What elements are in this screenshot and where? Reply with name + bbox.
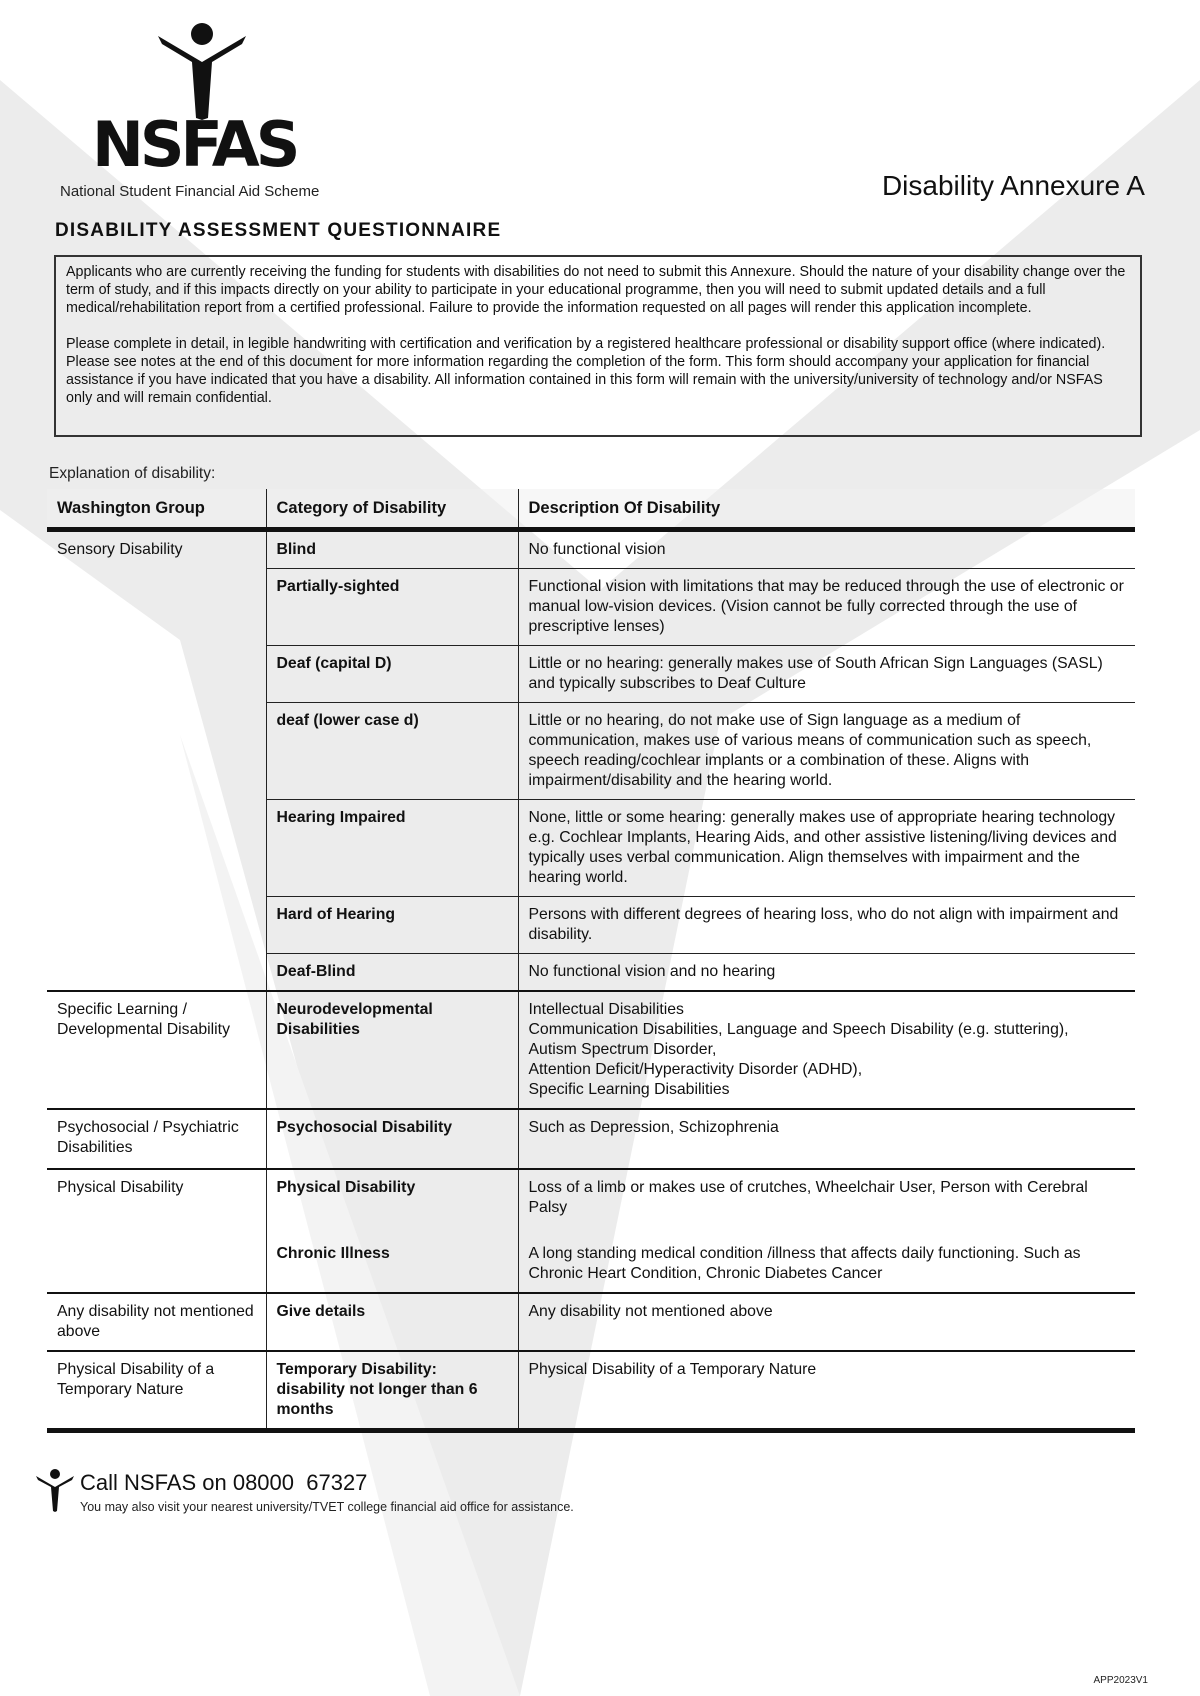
table-row bbox=[47, 1293, 1135, 1351]
group-cell: Specific Learning / Developmental Disability bbox=[47, 991, 266, 1109]
annex-title: Disability Annexure A bbox=[881, 170, 1145, 201]
category-cell: Neurodevelopmental Disabilities bbox=[266, 991, 518, 1109]
table-header-row bbox=[47, 489, 1135, 530]
category-cell: Psychosocial Disability bbox=[266, 1109, 518, 1169]
category-cell: Hearing Impaired bbox=[266, 800, 518, 897]
notice-paragraph-2: Please complete in detail, in legible handwriting with certification and verification by a registered healthcare professional or disability support office (where indicated). Please see notes at the end of this document for more information regarding the completion of the form. This form should accompany your application for financial assistance if you have indicated that you have a disability. All information contained in this form will remain with the university/university of technology and/or NSFAS only and will remain confidential. bbox=[66, 336, 1106, 406]
category-cell: Give details bbox=[266, 1293, 518, 1351]
description-line: Intellectual Disabilities bbox=[528, 1001, 684, 1018]
header-category: Category of Disability bbox=[266, 489, 518, 530]
group-cell: Physical Disability of a Temporary Nature bbox=[47, 1351, 266, 1431]
description-cell: Any disability not mentioned above bbox=[518, 1293, 1135, 1351]
table-row bbox=[47, 991, 1135, 1109]
description-line: Communication Disabilities, Language and Speech Disability (e.g. stuttering), bbox=[528, 1021, 1069, 1038]
form-code: APP2023V1 bbox=[1093, 1675, 1148, 1686]
category-cell: Physical Disability bbox=[266, 1169, 518, 1226]
questionnaire-title: DISABILITY ASSESSMENT QUESTIONNAIRE bbox=[55, 220, 502, 241]
call-line: Call NSFAS on 08000 67327 bbox=[80, 1470, 368, 1495]
description-cell: No functional vision bbox=[518, 530, 1135, 569]
description-cell: A long standing medical condition /illness that affects daily functioning. Such as Chronic Heart Condition, Chronic Diabetes Cancer bbox=[518, 1226, 1135, 1293]
description-cell bbox=[518, 991, 1135, 1109]
notice-box bbox=[54, 255, 1142, 437]
description-cell: No functional vision and no hearing bbox=[518, 954, 1135, 992]
header-description: Description Of Disability bbox=[518, 489, 1135, 530]
description-line: Autism Spectrum Disorder, bbox=[528, 1041, 717, 1058]
category-cell: Blind bbox=[266, 530, 518, 569]
explanation-label: Explanation of disability: bbox=[49, 465, 216, 482]
header-washington-group: Washington Group bbox=[47, 489, 266, 530]
group-cell: Physical Disability bbox=[47, 1169, 266, 1293]
description-cell: Physical Disability of a Temporary Nature bbox=[518, 1351, 1135, 1431]
group-cell: Sensory Disability bbox=[57, 541, 183, 558]
category-cell: Deaf-Blind bbox=[266, 954, 518, 992]
description-cell: Little or no hearing, do not make use of Sign language as a medium of communication, makes use of various means of communication such as speech, speech reading/cochlear implants or a combination of these. Aligns with impairment/disability and the hearing world. bbox=[518, 703, 1135, 800]
description-line: Specific Learning Disabilities bbox=[528, 1081, 730, 1098]
category-cell: Partially-sighted bbox=[266, 569, 518, 646]
table-row bbox=[47, 1109, 1135, 1169]
group-cell: Any disability not mentioned above bbox=[47, 1293, 266, 1351]
table-row bbox=[47, 1351, 1135, 1431]
description-cell: Functional vision with limitations that may be reduced through the use of electronic or manual low-vision devices. (Vision cannot be fully corrected through the use of prescriptive lenses) bbox=[518, 569, 1135, 646]
table-row bbox=[47, 530, 1135, 569]
table-row bbox=[47, 1169, 1135, 1226]
description-cell: Persons with different degrees of hearing loss, who do not align with impairment and disability. bbox=[518, 897, 1135, 954]
description-cell: Loss of a limb or makes use of crutches, Wheelchair User, Person with Cerebral Palsy bbox=[518, 1169, 1135, 1226]
description-cell: Such as Depression, Schizophrenia bbox=[518, 1109, 1135, 1169]
description-line: Attention Deficit/Hyperactivity Disorder (ADHD), bbox=[528, 1061, 863, 1078]
category-cell: Deaf (capital D) bbox=[266, 646, 518, 703]
nsfas-figure-small-icon bbox=[36, 1468, 74, 1512]
category-cell: Temporary Disability: disability not longer than 6 months bbox=[266, 1351, 518, 1431]
disability-table bbox=[47, 489, 1135, 1433]
description-cell: Little or no hearing: generally makes use of South African Sign Languages (SASL) and typically subscribes to Deaf Culture bbox=[518, 646, 1135, 703]
category-cell: deaf (lower case d) bbox=[266, 703, 518, 800]
logo-subtitle: National Student Financial Aid Scheme bbox=[60, 183, 320, 200]
category-cell: Chronic Illness bbox=[266, 1226, 518, 1293]
category-cell: Hard of Hearing bbox=[266, 897, 518, 954]
nsfas-logo-wordmark: NSFAS bbox=[92, 108, 297, 181]
notice-paragraph-1: Applicants who are currently receiving the funding for students with disabilities do not need to submit this Annexure. Should the nature of your disability change over the term of study, and if this impacts directly on your ability to participate in your educational programme, then you will need to submit updated details and a full medical/rehabilitation report from a certified professional. Failure to provide the information requested on all pages will render this application incomplete. bbox=[66, 264, 1126, 316]
description-cell: None, little or some hearing: generally makes use of appropriate hearing technology e.g. Cochlear Implants, Hearing Aids, and other assistive listening/living devices and typically uses verbal communication. Align themselves with impairment and the hearing world. bbox=[518, 800, 1135, 897]
group-cell: Psychosocial / Psychiatric Disabilities bbox=[47, 1109, 266, 1169]
call-subtext: You may also visit your nearest university/TVET college financial aid office for assistance. bbox=[80, 1500, 574, 1514]
nsfas-figure-logo-icon bbox=[158, 22, 246, 120]
